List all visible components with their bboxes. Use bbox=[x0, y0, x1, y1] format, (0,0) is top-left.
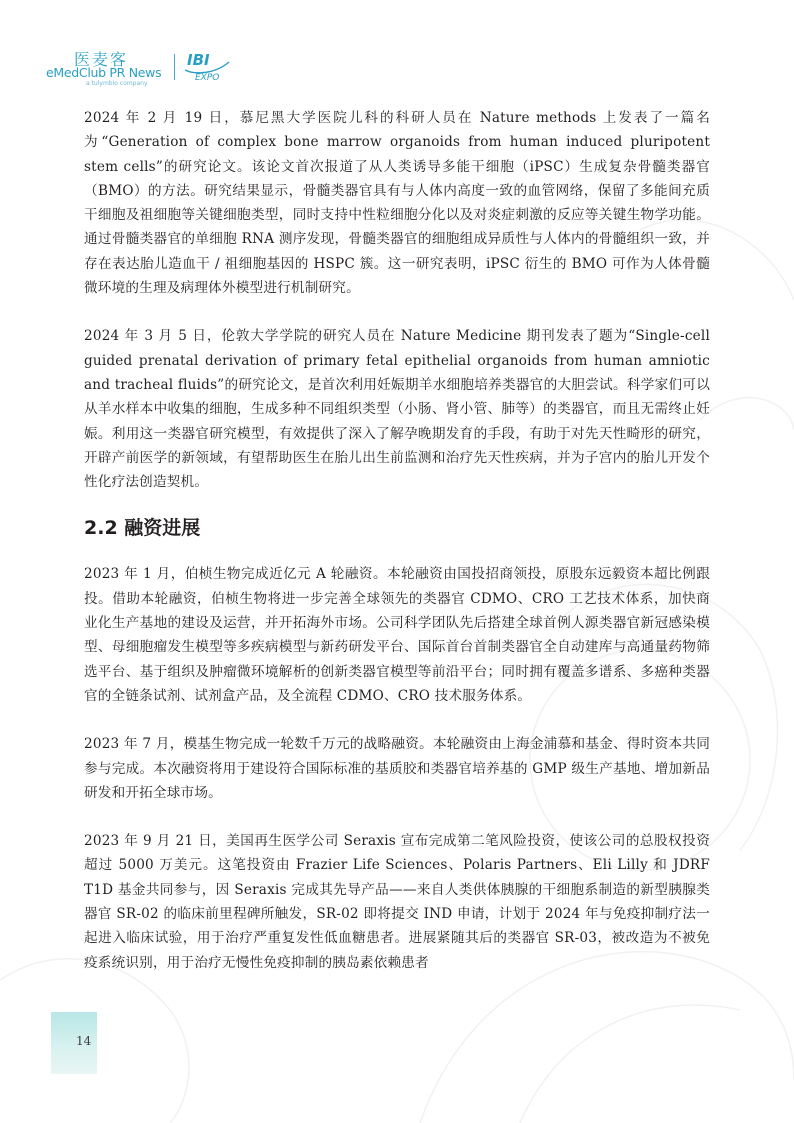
page-content bbox=[84, 106, 710, 975]
page-number: 14 bbox=[76, 1034, 92, 1048]
paragraph-amniotic-organoid-study: 2024 年 3 月 5 日，伦敦大学学院的研究人员在 Nature Medicine 期刊发表了题为“Single-cell guided prenatal derivation of primary fetal epithelial organoids from human amniotic and tracheal fluids”的研究论文，是首次利用妊娠期羊水细胞培养类器官的大胆尝试。科学家们可以从羊水样本中收集的细胞，生成多种不同组织类型（小肠、肾小管、肺等）的类器官，而且无需终止妊娠。利用这一类器官研究模型，有效提供了深入了解孕晚期发育的手段，有助于对先天性畸形的研究，开辟产前医学的新领域，有望帮助医生在胎儿出生前监测和治疗先天性疾病，并为子宫内的胎儿开发个性化疗法创造契机。 bbox=[84, 328, 710, 491]
logo-tagline: a tulymbio company bbox=[86, 80, 148, 87]
paragraph-boshen-financing: 2023 年 1 月，伯桢生物完成近亿元 A 轮融资。本轮融资由国投招商领投，原股东远毅资本超比例跟投。借助本轮融资，伯桢生物将进一步完善全球领先的类器官 CDMO、CRO 工艺技术体系，加快商业化生产基地的建设及运营，并开拓海外市场。公司科学团队先后搭建全球首例人源类器官新冠感染模型、母细胞瘤发生模型等多疾病模型与新药研发平台、国际首台首制类器官全自动建库与高通量药物筛选平台、基于组织及肿瘤微环境解析的创新类器官模型等前沿平台；同时拥有覆盖多谱系、多癌种类器官的全链条试剂、试剂盒产品，及全流程 CDMO、CRO 技术服务体系。 bbox=[84, 566, 710, 704]
logo-chinese: 医麦客 bbox=[74, 50, 129, 69]
expo-logo-icon bbox=[181, 48, 237, 88]
paragraph-moji-financing: 2023 年 7 月，模基生物完成一轮数千万元的战略融资。本轮融资由上海金浦慕和基金、得时资本共同参与完成。本次融资将用于建设符合国际标准的基质胶和类器官培养基的 GMP 级生产基地、增加新品研发和开拓全球市场。 bbox=[84, 736, 710, 801]
expo-logo-bottom-text: EXPO bbox=[195, 73, 220, 83]
logo-divider bbox=[174, 54, 175, 80]
logo-english: eMedClub PR News bbox=[46, 65, 162, 80]
paragraph-seraxis-financing: 2023 年 9 月 21 日，美国再生医学公司 Seraxis 宣布完成第二笔风险投资，使该公司的总股权投资超过 5000 万美元。这笔投资由 Frazier Life Sciences、Polaris Partners、Eli Lilly 和 JDRF T1D 基金共同参与，因 Seraxis 完成其先导产品——来自人类供体胰腺的干细胞系制造的新型胰腺类器官 SR-02 的临床前里程碑所触发，SR-02 即将提交 IND 申请，计划于 2024 年与免疫抑制疗法一起进入临床试验，用于治疗严重复发性低血糖患者。进展紧随其后的类器官 SR-03，被改造为不被免疫系统识别，用于治疗无慢性免疫抑制的胰岛素依赖患者 bbox=[84, 833, 710, 971]
paragraph-bmo-study: 2024 年 2 月 19 日，慕尼黑大学医院儿科的科研人员在 Nature methods 上发表了一篇名为“Generation of complex bone marrow organoids from human induced pluripotent stem cells”的研究论文。该论文首次报道了从人类诱导多能干细胞（iPSC）生成复杂骨髓类器官（BMO）的方法。研究结果显示，骨髓类器官具有与人体内高度一致的血管网络，保留了多能间充质干细胞及祖细胞等关键细胞类型，同时支持中性粒细胞分化以及对炎症刺激的反应等关键生物学功能。通过骨髓类器官的单细胞 RNA 测序发现，骨髓类器官的细胞组成异质性与人体内的骨髓组织一致，并存在表达胎儿造血干 / 祖细胞基因的 HSPC 簇。这一研究表明，iPSC 衍生的 BMO 可作为人体骨髓微环境的生理及病理体外模型进行机制研究。 bbox=[84, 110, 710, 297]
expo-logo-top-text: IBI bbox=[187, 51, 210, 69]
section-heading: 2.2 融资进展 bbox=[84, 517, 201, 540]
